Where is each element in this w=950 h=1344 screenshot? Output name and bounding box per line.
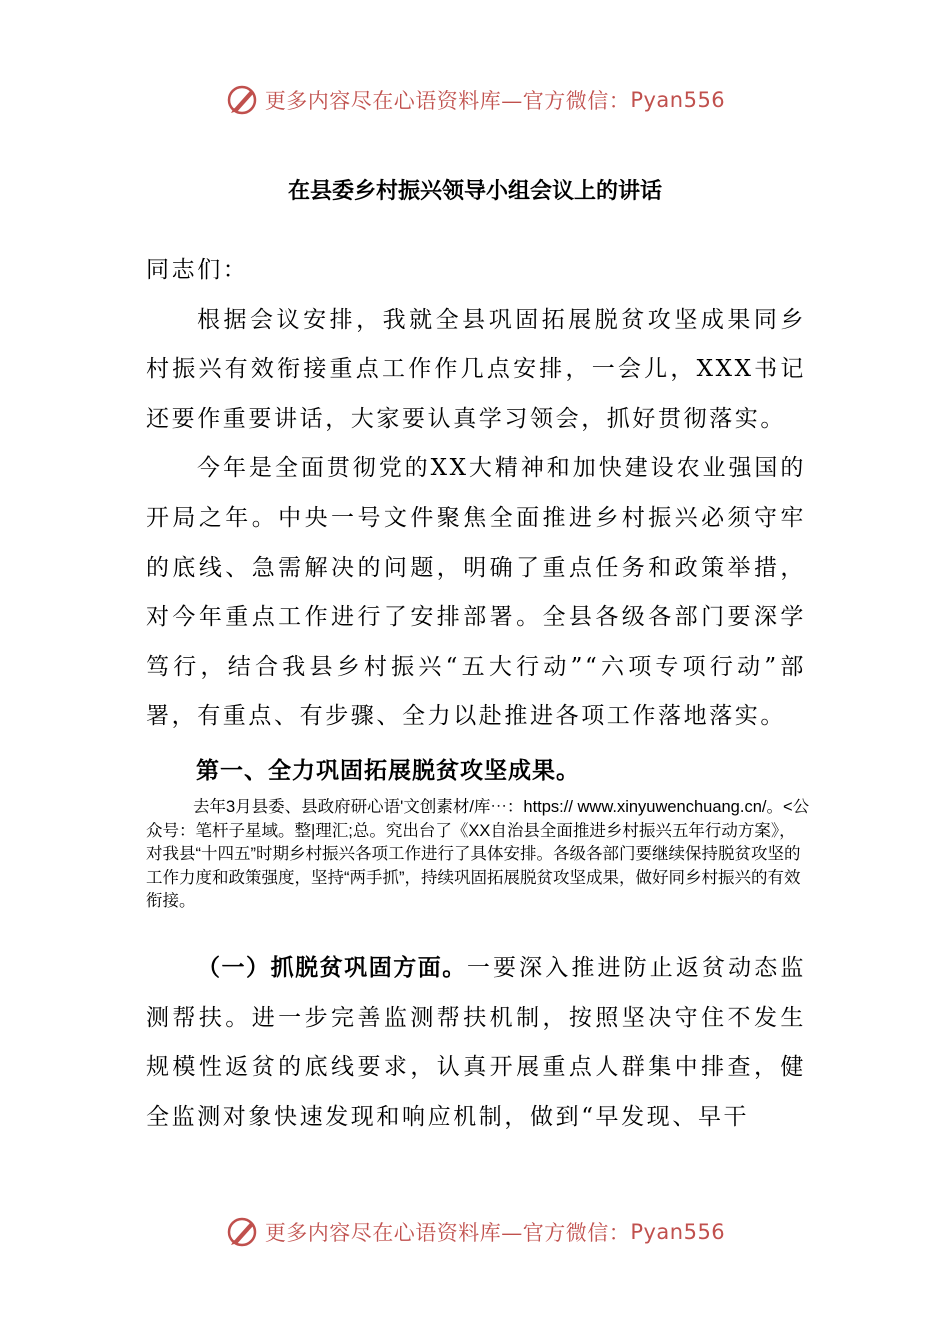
- paragraph-1: 根据会议安排，我就全县巩固拓展脱贫攻坚成果同乡村振兴有效衔接重点工作作几点安排，一会儿，XXX书记还要作重要讲话，大家要认真学习领会，抓好贯彻落实。: [146, 306, 806, 432]
- document-title: 在县委乡村振兴领导小组会议上的讲话: [287, 179, 662, 204]
- pen-logo-icon: [225, 83, 259, 117]
- pen-logo-icon: [225, 1215, 259, 1249]
- subsection-text: 一要深入推进防止返贫动态监测帮扶。进一步完善监测帮扶机制，按照坚决守住不发生规模性返贫的底线要求，认真开展重点人群集中排查，健全监测对象快速发现和响应机制，做到“早发现、早干: [146, 955, 807, 1130]
- salutation: 同志们：: [146, 257, 249, 283]
- watermark-wechat-id: Pyan556: [630, 1220, 726, 1244]
- section-intro-paragraph: 去年3月县委、县政府研心语'文创素材/库⋯：https:// www.xinyuwenchuang.cn/。<公众号：笔杆子星域。整|理汇;总。究出台了《XX自治县全面推进乡村振兴五年行动方案》，对我县“十四五”时期乡村振兴各项工作进行了具体安排。各级各部门要继续保持脱贫攻坚的工作力度和政策强度，坚持“两手抓”，持续巩固拓展脱贫攻坚成果，做好同乡村振兴的有效衔接。: [146, 798, 810, 910]
- subsection-heading: （一）抓脱贫巩固方面。: [197, 955, 467, 981]
- watermark-wechat-id: Pyan556: [630, 88, 726, 112]
- section-heading-1: 第一、全力巩固拓展脱贫攻坚成果。: [196, 758, 580, 784]
- watermark-text: 更多内容尽在心语资料库—官方微信：: [264, 89, 631, 113]
- subsection-body: [146, 944, 806, 1142]
- document-body: [146, 246, 806, 742]
- watermark-text: 更多内容尽在心语资料库—官方微信：: [264, 1221, 631, 1245]
- watermark-banner-bottom: [0, 1212, 950, 1252]
- subsection-paragraph: [146, 944, 806, 1142]
- watermark-banner-top: [0, 80, 950, 120]
- paragraph-2: 今年是全面贯彻党的XX大精神和加快建设农业强国的开局之年。中央一号文件聚焦全面推进乡村振兴必须守牢的底线、急需解决的问题，明确了重点任务和政策举措，对今年重点工作进行了安排部署。全县各级各部门要深学笃行，结合我县乡村振兴“五大行动”“六项专项行动”部署，有重点、有步骤、全力以赴推进各项工作落地落实。: [146, 455, 806, 730]
